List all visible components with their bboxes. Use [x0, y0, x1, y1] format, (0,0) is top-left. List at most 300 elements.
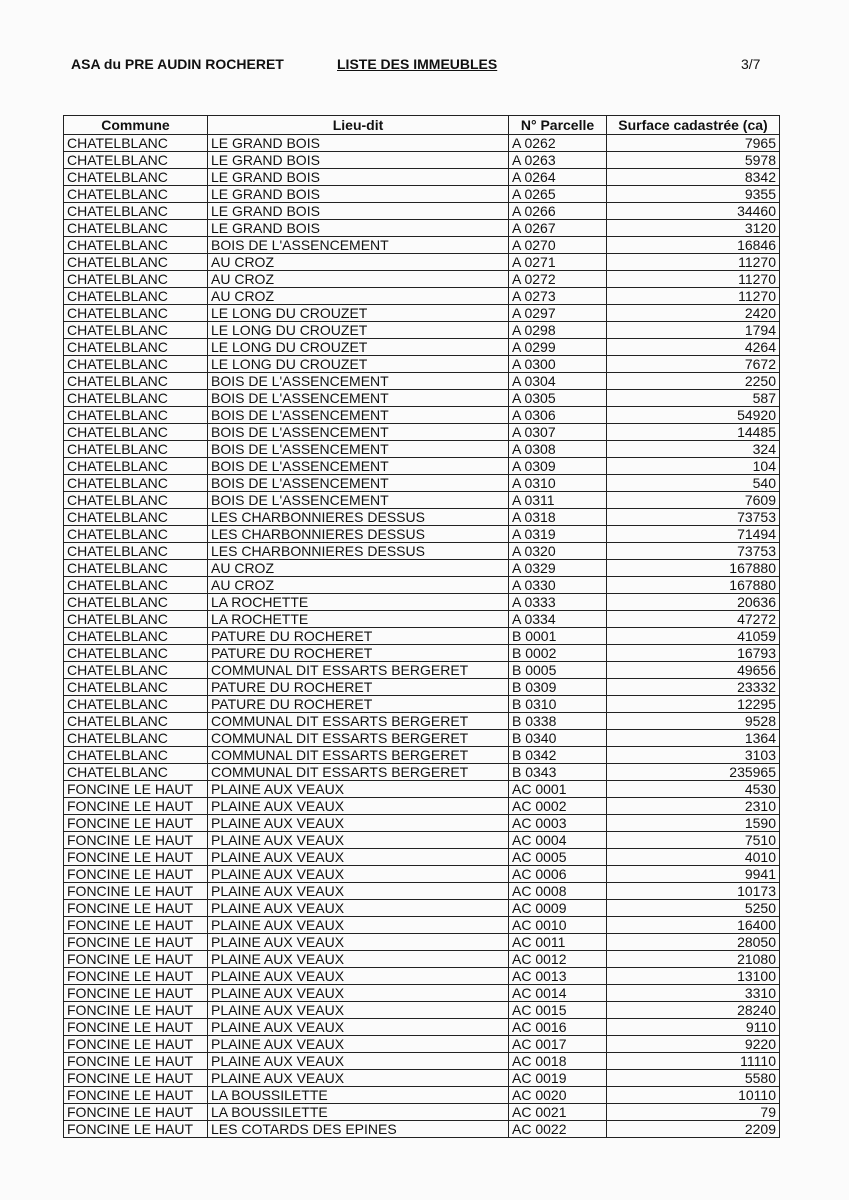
commune-cell: CHATELBLANC — [64, 696, 208, 713]
commune-cell: FONCINE LE HAUT — [64, 1036, 208, 1053]
surface-cell: 2250 — [607, 373, 780, 390]
commune-cell: FONCINE LE HAUT — [64, 883, 208, 900]
table-row — [64, 169, 780, 186]
parcelle-cell: B 0002 — [509, 645, 607, 662]
surface-cell: 2420 — [607, 305, 780, 322]
surface-cell: 41059 — [607, 628, 780, 645]
table-row — [64, 254, 780, 271]
table-row — [64, 1087, 780, 1104]
parcelle-cell: A 0318 — [509, 509, 607, 526]
surface-cell: 54920 — [607, 407, 780, 424]
lieu-dit-cell: AU CROZ — [208, 254, 509, 271]
parcelle-cell: A 0329 — [509, 560, 607, 577]
table-row — [64, 764, 780, 781]
lieu-dit-cell: BOIS DE L'ASSENCEMENT — [208, 407, 509, 424]
parcelle-cell: B 0001 — [509, 628, 607, 645]
parcelle-cell: A 0320 — [509, 543, 607, 560]
parcelle-cell: A 0266 — [509, 203, 607, 220]
table-row — [64, 237, 780, 254]
surface-cell: 28240 — [607, 1002, 780, 1019]
parcelle-cell: A 0310 — [509, 475, 607, 492]
parcelle-cell: B 0005 — [509, 662, 607, 679]
parcelle-cell: A 0270 — [509, 237, 607, 254]
table-row — [64, 1070, 780, 1087]
commune-cell: FONCINE LE HAUT — [64, 1002, 208, 1019]
lieu-dit-cell: BOIS DE L'ASSENCEMENT — [208, 390, 509, 407]
table-row — [64, 1019, 780, 1036]
lieu-dit-cell: PLAINE AUX VEAUX — [208, 1002, 509, 1019]
surface-cell: 79 — [607, 1104, 780, 1121]
lieu-dit-cell: LES COTARDS DES EPINES — [208, 1121, 509, 1138]
table-row — [64, 577, 780, 594]
parcelle-cell: AC 0004 — [509, 832, 607, 849]
lieu-dit-cell: PLAINE AUX VEAUX — [208, 985, 509, 1002]
lieu-dit-cell: LE GRAND BOIS — [208, 203, 509, 220]
table-row — [64, 1036, 780, 1053]
commune-cell: CHATELBLANC — [64, 594, 208, 611]
surface-cell: 10173 — [607, 883, 780, 900]
lieu-dit-cell: BOIS DE L'ASSENCEMENT — [208, 492, 509, 509]
parcelle-cell: AC 0018 — [509, 1053, 607, 1070]
lieu-dit-cell: LE LONG DU CROUZET — [208, 339, 509, 356]
surface-cell: 47272 — [607, 611, 780, 628]
surface-cell: 7609 — [607, 492, 780, 509]
parcelle-cell: AC 0014 — [509, 985, 607, 1002]
commune-cell: CHATELBLANC — [64, 577, 208, 594]
commune-cell: CHATELBLANC — [64, 339, 208, 356]
commune-cell: CHATELBLANC — [64, 169, 208, 186]
commune-cell: CHATELBLANC — [64, 713, 208, 730]
surface-cell: 9110 — [607, 1019, 780, 1036]
commune-cell: CHATELBLANC — [64, 407, 208, 424]
lieu-dit-cell: PLAINE AUX VEAUX — [208, 1019, 509, 1036]
lieu-dit-cell: LA ROCHETTE — [208, 611, 509, 628]
parcelle-cell: A 0319 — [509, 526, 607, 543]
lieu-dit-cell: PLAINE AUX VEAUX — [208, 866, 509, 883]
surface-cell: 1794 — [607, 322, 780, 339]
surface-cell: 11270 — [607, 271, 780, 288]
commune-cell: FONCINE LE HAUT — [64, 1104, 208, 1121]
surface-cell: 9220 — [607, 1036, 780, 1053]
commune-cell: FONCINE LE HAUT — [64, 934, 208, 951]
surface-cell: 9355 — [607, 186, 780, 203]
surface-cell: 540 — [607, 475, 780, 492]
lieu-dit-cell: LE GRAND BOIS — [208, 186, 509, 203]
table-row — [64, 373, 780, 390]
table-body — [64, 135, 780, 1138]
commune-cell: CHATELBLANC — [64, 747, 208, 764]
parcelle-cell: AC 0002 — [509, 798, 607, 815]
lieu-dit-cell: PLAINE AUX VEAUX — [208, 934, 509, 951]
table-row — [64, 968, 780, 985]
surface-cell: 34460 — [607, 203, 780, 220]
parcelle-cell: A 0298 — [509, 322, 607, 339]
lieu-dit-cell: LA ROCHETTE — [208, 594, 509, 611]
table-row — [64, 815, 780, 832]
parcelle-cell: B 0342 — [509, 747, 607, 764]
lieu-dit-cell: LA BOUSSILETTE — [208, 1087, 509, 1104]
lieu-dit-cell: PLAINE AUX VEAUX — [208, 781, 509, 798]
surface-cell: 235965 — [607, 764, 780, 781]
surface-cell: 10110 — [607, 1087, 780, 1104]
surface-cell: 4530 — [607, 781, 780, 798]
table-row — [64, 611, 780, 628]
commune-cell: FONCINE LE HAUT — [64, 832, 208, 849]
table-row — [64, 424, 780, 441]
parcelle-cell: A 0304 — [509, 373, 607, 390]
surface-cell: 16846 — [607, 237, 780, 254]
parcelle-cell: A 0330 — [509, 577, 607, 594]
parcelle-cell: AC 0006 — [509, 866, 607, 883]
commune-cell: CHATELBLANC — [64, 662, 208, 679]
lieu-dit-cell: COMMUNAL DIT ESSARTS BERGERET — [208, 713, 509, 730]
organization-name: ASA du PRE AUDIN ROCHERET — [71, 56, 284, 72]
lieu-dit-cell: PATURE DU ROCHERET — [208, 645, 509, 662]
surface-cell: 3310 — [607, 985, 780, 1002]
commune-cell: CHATELBLANC — [64, 645, 208, 662]
table-row — [64, 934, 780, 951]
lieu-dit-cell: COMMUNAL DIT ESSARTS BERGERET — [208, 764, 509, 781]
table-row — [64, 866, 780, 883]
commune-cell: CHATELBLANC — [64, 186, 208, 203]
page-title: LISTE DES IMMEUBLES — [337, 56, 498, 72]
surface-cell: 49656 — [607, 662, 780, 679]
surface-cell: 3120 — [607, 220, 780, 237]
surface-cell: 12295 — [607, 696, 780, 713]
column-header-commune: Commune — [64, 116, 208, 135]
surface-cell: 16400 — [607, 917, 780, 934]
parcelle-cell: A 0264 — [509, 169, 607, 186]
lieu-dit-cell: BOIS DE L'ASSENCEMENT — [208, 441, 509, 458]
surface-cell: 7510 — [607, 832, 780, 849]
parcelle-cell: A 0300 — [509, 356, 607, 373]
surface-cell: 2209 — [607, 1121, 780, 1138]
parcelle-cell: AC 0015 — [509, 1002, 607, 1019]
table-row — [64, 220, 780, 237]
table-row — [64, 492, 780, 509]
parcelle-cell: AC 0003 — [509, 815, 607, 832]
lieu-dit-cell: LA BOUSSILETTE — [208, 1104, 509, 1121]
lieu-dit-cell: LES CHARBONNIERES DESSUS — [208, 526, 509, 543]
parcelle-cell: A 0273 — [509, 288, 607, 305]
table-row — [64, 475, 780, 492]
lieu-dit-cell: AU CROZ — [208, 288, 509, 305]
surface-cell: 7672 — [607, 356, 780, 373]
commune-cell: CHATELBLANC — [64, 492, 208, 509]
table-row — [64, 713, 780, 730]
column-header-lieu-dit: Lieu-dit — [208, 116, 509, 135]
table-row — [64, 305, 780, 322]
parcelle-cell: A 0267 — [509, 220, 607, 237]
table-row — [64, 679, 780, 696]
commune-cell: CHATELBLANC — [64, 271, 208, 288]
surface-cell: 9528 — [607, 713, 780, 730]
commune-cell: CHATELBLANC — [64, 628, 208, 645]
page-number: 3/7 — [741, 56, 761, 72]
surface-cell: 5250 — [607, 900, 780, 917]
parcelle-cell: B 0309 — [509, 679, 607, 696]
surface-cell: 11270 — [607, 288, 780, 305]
table-row — [64, 152, 780, 169]
commune-cell: CHATELBLANC — [64, 509, 208, 526]
parcelle-cell: A 0305 — [509, 390, 607, 407]
surface-cell: 167880 — [607, 577, 780, 594]
parcelle-cell: A 0299 — [509, 339, 607, 356]
parcelle-cell: A 0333 — [509, 594, 607, 611]
surface-cell: 1364 — [607, 730, 780, 747]
lieu-dit-cell: PLAINE AUX VEAUX — [208, 832, 509, 849]
table-row — [64, 645, 780, 662]
commune-cell: FONCINE LE HAUT — [64, 1070, 208, 1087]
parcelle-cell: AC 0021 — [509, 1104, 607, 1121]
surface-cell: 21080 — [607, 951, 780, 968]
parcelle-cell: AC 0005 — [509, 849, 607, 866]
parcelle-cell: AC 0013 — [509, 968, 607, 985]
commune-cell: CHATELBLANC — [64, 220, 208, 237]
table-row — [64, 798, 780, 815]
lieu-dit-cell: AU CROZ — [208, 577, 509, 594]
surface-cell: 2310 — [607, 798, 780, 815]
parcelle-cell: A 0272 — [509, 271, 607, 288]
surface-cell: 9941 — [607, 866, 780, 883]
commune-cell: FONCINE LE HAUT — [64, 1019, 208, 1036]
table-row — [64, 458, 780, 475]
table-row — [64, 832, 780, 849]
commune-cell: FONCINE LE HAUT — [64, 900, 208, 917]
surface-cell: 1590 — [607, 815, 780, 832]
commune-cell: CHATELBLANC — [64, 373, 208, 390]
commune-cell: FONCINE LE HAUT — [64, 1053, 208, 1070]
table-row — [64, 1053, 780, 1070]
lieu-dit-cell: LE LONG DU CROUZET — [208, 305, 509, 322]
commune-cell: FONCINE LE HAUT — [64, 968, 208, 985]
surface-cell: 71494 — [607, 526, 780, 543]
table-row — [64, 747, 780, 764]
lieu-dit-cell: COMMUNAL DIT ESSARTS BERGERET — [208, 747, 509, 764]
commune-cell: CHATELBLANC — [64, 424, 208, 441]
table-row — [64, 288, 780, 305]
surface-cell: 587 — [607, 390, 780, 407]
table-row — [64, 186, 780, 203]
lieu-dit-cell: COMMUNAL DIT ESSARTS BERGERET — [208, 730, 509, 747]
commune-cell: CHATELBLANC — [64, 441, 208, 458]
table-row — [64, 271, 780, 288]
surface-cell: 3103 — [607, 747, 780, 764]
table-row — [64, 441, 780, 458]
surface-cell: 11270 — [607, 254, 780, 271]
lieu-dit-cell: PLAINE AUX VEAUX — [208, 798, 509, 815]
surface-cell: 167880 — [607, 560, 780, 577]
surface-cell: 13100 — [607, 968, 780, 985]
parcelle-cell: AC 0011 — [509, 934, 607, 951]
lieu-dit-cell: PLAINE AUX VEAUX — [208, 968, 509, 985]
commune-cell: CHATELBLANC — [64, 526, 208, 543]
commune-cell: FONCINE LE HAUT — [64, 866, 208, 883]
table-row — [64, 696, 780, 713]
lieu-dit-cell: LE GRAND BOIS — [208, 152, 509, 169]
surface-cell: 73753 — [607, 509, 780, 526]
table-row — [64, 985, 780, 1002]
commune-cell: FONCINE LE HAUT — [64, 917, 208, 934]
commune-cell: CHATELBLANC — [64, 390, 208, 407]
commune-cell: CHATELBLANC — [64, 305, 208, 322]
commune-cell: FONCINE LE HAUT — [64, 815, 208, 832]
parcelle-cell: AC 0022 — [509, 1121, 607, 1138]
lieu-dit-cell: AU CROZ — [208, 271, 509, 288]
lieu-dit-cell: LE LONG DU CROUZET — [208, 322, 509, 339]
table-row — [64, 356, 780, 373]
lieu-dit-cell: BOIS DE L'ASSENCEMENT — [208, 237, 509, 254]
lieu-dit-cell: BOIS DE L'ASSENCEMENT — [208, 373, 509, 390]
parcelle-cell: A 0265 — [509, 186, 607, 203]
lieu-dit-cell: LES CHARBONNIERES DESSUS — [208, 509, 509, 526]
parcelle-cell: AC 0008 — [509, 883, 607, 900]
commune-cell: CHATELBLANC — [64, 356, 208, 373]
lieu-dit-cell: LE LONG DU CROUZET — [208, 356, 509, 373]
surface-cell: 5580 — [607, 1070, 780, 1087]
surface-cell: 23332 — [607, 679, 780, 696]
lieu-dit-cell: PLAINE AUX VEAUX — [208, 883, 509, 900]
table-row — [64, 662, 780, 679]
lieu-dit-cell: BOIS DE L'ASSENCEMENT — [208, 424, 509, 441]
table-row — [64, 390, 780, 407]
table-row — [64, 951, 780, 968]
commune-cell: CHATELBLANC — [64, 203, 208, 220]
parcelle-cell: A 0307 — [509, 424, 607, 441]
commune-cell: CHATELBLANC — [64, 543, 208, 560]
surface-cell: 16793 — [607, 645, 780, 662]
surface-cell: 324 — [607, 441, 780, 458]
lieu-dit-cell: PLAINE AUX VEAUX — [208, 849, 509, 866]
table-row — [64, 1002, 780, 1019]
parcelle-cell: A 0297 — [509, 305, 607, 322]
parcelle-cell: A 0308 — [509, 441, 607, 458]
parcelle-cell: AC 0009 — [509, 900, 607, 917]
commune-cell: CHATELBLANC — [64, 254, 208, 271]
table-row — [64, 509, 780, 526]
commune-cell: CHATELBLANC — [64, 288, 208, 305]
commune-cell: CHATELBLANC — [64, 475, 208, 492]
lieu-dit-cell: PATURE DU ROCHERET — [208, 696, 509, 713]
commune-cell: FONCINE LE HAUT — [64, 985, 208, 1002]
surface-cell: 7965 — [607, 135, 780, 152]
table-row — [64, 849, 780, 866]
commune-cell: FONCINE LE HAUT — [64, 1121, 208, 1138]
table-row — [64, 560, 780, 577]
lieu-dit-cell: PLAINE AUX VEAUX — [208, 900, 509, 917]
surface-cell: 4010 — [607, 849, 780, 866]
parcelle-cell: A 0263 — [509, 152, 607, 169]
column-header-surface: Surface cadastrée (ca) — [607, 116, 780, 135]
table-row — [64, 594, 780, 611]
table-row — [64, 730, 780, 747]
table-row — [64, 322, 780, 339]
lieu-dit-cell: PATURE DU ROCHERET — [208, 628, 509, 645]
surface-cell: 4264 — [607, 339, 780, 356]
parcelle-cell: B 0340 — [509, 730, 607, 747]
parcelle-cell: A 0306 — [509, 407, 607, 424]
table-row — [64, 917, 780, 934]
lieu-dit-cell: LES CHARBONNIERES DESSUS — [208, 543, 509, 560]
parcelle-cell: B 0343 — [509, 764, 607, 781]
surface-cell: 8342 — [607, 169, 780, 186]
lieu-dit-cell: BOIS DE L'ASSENCEMENT — [208, 458, 509, 475]
lieu-dit-cell: PLAINE AUX VEAUX — [208, 1053, 509, 1070]
lieu-dit-cell: PLAINE AUX VEAUX — [208, 951, 509, 968]
column-header-parcelle: N° Parcelle — [509, 116, 607, 135]
table-row — [64, 883, 780, 900]
commune-cell: CHATELBLANC — [64, 560, 208, 577]
lieu-dit-cell: PATURE DU ROCHERET — [208, 679, 509, 696]
parcelle-cell: AC 0016 — [509, 1019, 607, 1036]
parcelle-cell: A 0334 — [509, 611, 607, 628]
table-row — [64, 407, 780, 424]
parcelle-cell: AC 0012 — [509, 951, 607, 968]
lieu-dit-cell: COMMUNAL DIT ESSARTS BERGERET — [208, 662, 509, 679]
lieu-dit-cell: BOIS DE L'ASSENCEMENT — [208, 475, 509, 492]
table-header-row — [64, 116, 780, 135]
table-row — [64, 135, 780, 152]
commune-cell: FONCINE LE HAUT — [64, 798, 208, 815]
lieu-dit-cell: PLAINE AUX VEAUX — [208, 917, 509, 934]
parcelle-cell: AC 0010 — [509, 917, 607, 934]
commune-cell: FONCINE LE HAUT — [64, 1087, 208, 1104]
lieu-dit-cell: AU CROZ — [208, 560, 509, 577]
surface-cell: 20636 — [607, 594, 780, 611]
parcelle-cell: A 0309 — [509, 458, 607, 475]
parcelle-cell: AC 0020 — [509, 1087, 607, 1104]
surface-cell: 5978 — [607, 152, 780, 169]
commune-cell: CHATELBLANC — [64, 679, 208, 696]
commune-cell: CHATELBLANC — [64, 764, 208, 781]
lieu-dit-cell: LE GRAND BOIS — [208, 220, 509, 237]
commune-cell: CHATELBLANC — [64, 322, 208, 339]
commune-cell: CHATELBLANC — [64, 135, 208, 152]
surface-cell: 104 — [607, 458, 780, 475]
lieu-dit-cell: PLAINE AUX VEAUX — [208, 815, 509, 832]
surface-cell: 11110 — [607, 1053, 780, 1070]
table-row — [64, 1121, 780, 1138]
table-row — [64, 339, 780, 356]
parcel-table — [63, 115, 780, 1138]
surface-cell: 14485 — [607, 424, 780, 441]
commune-cell: CHATELBLANC — [64, 458, 208, 475]
parcelle-cell: A 0262 — [509, 135, 607, 152]
commune-cell: CHATELBLANC — [64, 152, 208, 169]
parcelle-cell: A 0271 — [509, 254, 607, 271]
parcelle-cell: B 0310 — [509, 696, 607, 713]
lieu-dit-cell: LE GRAND BOIS — [208, 169, 509, 186]
table-row — [64, 543, 780, 560]
commune-cell: CHATELBLANC — [64, 611, 208, 628]
table-row — [64, 781, 780, 798]
lieu-dit-cell: LE GRAND BOIS — [208, 135, 509, 152]
parcelle-cell: AC 0019 — [509, 1070, 607, 1087]
parcelle-cell: AC 0001 — [509, 781, 607, 798]
parcelle-cell: B 0338 — [509, 713, 607, 730]
surface-cell: 73753 — [607, 543, 780, 560]
table-row — [64, 1104, 780, 1121]
parcelle-cell: A 0311 — [509, 492, 607, 509]
commune-cell: FONCINE LE HAUT — [64, 781, 208, 798]
commune-cell: FONCINE LE HAUT — [64, 951, 208, 968]
lieu-dit-cell: PLAINE AUX VEAUX — [208, 1036, 509, 1053]
table-row — [64, 900, 780, 917]
table-row — [64, 203, 780, 220]
commune-cell: CHATELBLANC — [64, 730, 208, 747]
surface-cell: 28050 — [607, 934, 780, 951]
parcelle-cell: AC 0017 — [509, 1036, 607, 1053]
